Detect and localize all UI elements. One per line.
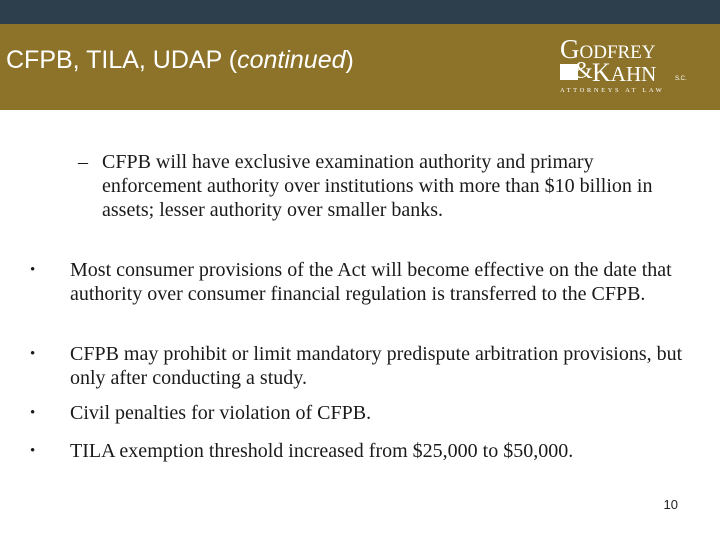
logo-initial-g: G: [560, 34, 580, 64]
logo-line2-rest: AHN: [610, 62, 657, 86]
bullet-text: Most consumer provisions of the Act will become effective on the date that authority over consumer financial regulation is transferred to the CFPB.: [70, 259, 672, 305]
dash-marker: –: [78, 151, 88, 173]
bullet-marker: •: [30, 443, 36, 459]
title-end: ): [345, 46, 354, 74]
bullet-marker: •: [30, 405, 36, 421]
logo-line1-rest: ODFREY: [579, 42, 656, 63]
logo-ampersand: &: [574, 58, 593, 84]
logo-tagline: ATTORNEYS AT LAW: [560, 87, 665, 94]
logo-initial-k: K: [592, 58, 611, 87]
page-number: 10: [663, 497, 678, 512]
bullet-marker: •: [30, 262, 36, 278]
bullet-text: TILA exemption threshold increased from $25,000 to $50,000.: [70, 440, 574, 462]
logo-suffix: S.C.: [675, 76, 687, 82]
bullet-text: CFPB may prohibit or limit mandatory predispute arbitration provisions, but only after conducting a study.: [70, 343, 683, 389]
bullet-marker: •: [30, 346, 36, 362]
title-italic: continued: [237, 46, 346, 74]
title-main: CFPB, TILA, UDAP (: [6, 46, 238, 74]
bullet-text: Civil penalties for violation of CFPB.: [70, 402, 372, 424]
sub-item-text: CFPB will have exclusive examination authority and primary enforcement authority over institutions with more than $10 billion in assets; lesser authority over smaller banks.: [102, 151, 653, 221]
